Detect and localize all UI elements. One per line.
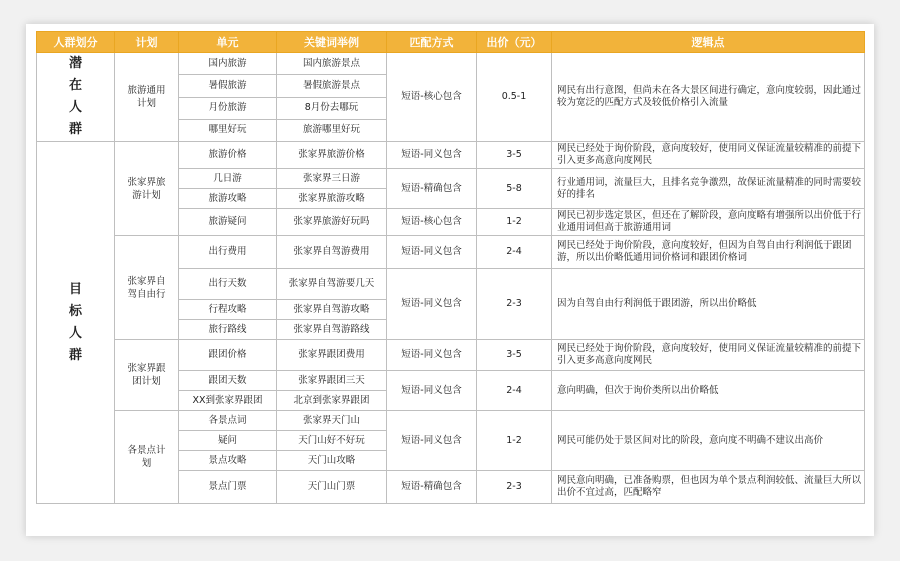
table-row bbox=[37, 340, 865, 371]
header-plan: 计划 bbox=[115, 32, 179, 53]
header-row bbox=[37, 32, 865, 53]
unit-cell: 几日游 bbox=[179, 169, 277, 189]
unit-cell: 跟团天数 bbox=[179, 371, 277, 391]
bid-cell: 1-2 bbox=[477, 411, 552, 471]
unit-cell: 旅游价格 bbox=[179, 142, 277, 169]
header-bid: 出价（元） bbox=[477, 32, 552, 53]
unit-cell: 景点门票 bbox=[179, 471, 277, 504]
bid-cell: 2-4 bbox=[477, 236, 552, 269]
match-cell: 短语-核心包含 bbox=[387, 53, 477, 142]
bid-cell: 3-5 bbox=[477, 340, 552, 371]
table-row bbox=[37, 411, 865, 431]
plan-cell: 张家界自驾自由行 bbox=[115, 236, 179, 340]
header-crowd: 人群划分 bbox=[37, 32, 115, 53]
keyword-cell: 张家界旅游好玩吗 bbox=[277, 209, 387, 236]
keyword-plan-table bbox=[36, 31, 865, 504]
bid-cell: 2-4 bbox=[477, 371, 552, 411]
unit-cell: 出行天数 bbox=[179, 269, 277, 300]
logic-cell: 网民有出行意图，但尚未在各大景区间进行确定，意向度较弱，因此通过较为宽泛的匹配方式及较低价格引入流量 bbox=[552, 53, 865, 142]
keyword-cell: 张家界旅游价格 bbox=[277, 142, 387, 169]
match-cell: 短语-同义包含 bbox=[387, 340, 477, 371]
logic-cell: 网民意向明确，已准备购票，但也因为单个景点利润较低、流量巨大所以出价不宜过高，匹配略窄 bbox=[552, 471, 865, 504]
match-cell: 短语-精确包含 bbox=[387, 169, 477, 209]
logic-cell: 行业通用词，流量巨大，且排名竞争激烈，故保证流量精准的同时需要较好的排名 bbox=[552, 169, 865, 209]
match-cell: 短语-同义包含 bbox=[387, 142, 477, 169]
unit-cell: XX到张家界跟团 bbox=[179, 391, 277, 411]
match-cell: 短语-核心包含 bbox=[387, 209, 477, 236]
unit-cell: 景点攻略 bbox=[179, 451, 277, 471]
bid-cell: 1-2 bbox=[477, 209, 552, 236]
keyword-cell: 暑假旅游景点 bbox=[277, 75, 387, 97]
keyword-cell: 张家界自驾游路线 bbox=[277, 320, 387, 340]
header-match: 匹配方式 bbox=[387, 32, 477, 53]
header-keyword: 关键词举例 bbox=[277, 32, 387, 53]
keyword-cell: 天门山门票 bbox=[277, 471, 387, 504]
logic-cell: 网民可能仍处于景区间对比的阶段，意向度不明确不建议出高价 bbox=[552, 411, 865, 471]
match-cell: 短语-同义包含 bbox=[387, 269, 477, 340]
unit-cell: 哪里好玩 bbox=[179, 119, 277, 141]
bid-cell: 3-5 bbox=[477, 142, 552, 169]
bid-cell: 5-8 bbox=[477, 169, 552, 209]
table-card bbox=[26, 24, 874, 536]
plan-cell: 各景点计划 bbox=[115, 411, 179, 504]
unit-cell: 旅游疑问 bbox=[179, 209, 277, 236]
keyword-cell: 天门山攻略 bbox=[277, 451, 387, 471]
logic-cell: 网民已经处于询价阶段，意向度较好，但因为自驾自由行利润低于跟团游，所以出价略低通用词价格词和跟团价格词 bbox=[552, 236, 865, 269]
plan-cell: 张家界旅游计划 bbox=[115, 142, 179, 236]
unit-cell: 行程攻略 bbox=[179, 300, 277, 320]
keyword-cell: 国内旅游景点 bbox=[277, 53, 387, 75]
keyword-cell: 张家界自驾游费用 bbox=[277, 236, 387, 269]
keyword-cell: 张家界自驾游攻略 bbox=[277, 300, 387, 320]
keyword-cell: 张家界三日游 bbox=[277, 169, 387, 189]
keyword-cell: 张家界自驾游要几天 bbox=[277, 269, 387, 300]
unit-cell: 跟团价格 bbox=[179, 340, 277, 371]
match-cell: 短语-同义包含 bbox=[387, 411, 477, 471]
keyword-cell: 北京到张家界跟团 bbox=[277, 391, 387, 411]
plan-cell: 张家界跟团计划 bbox=[115, 340, 179, 411]
match-cell: 短语-同义包含 bbox=[387, 236, 477, 269]
category-potential: 潜在人群 bbox=[37, 53, 115, 142]
table-row bbox=[37, 142, 865, 169]
table-row bbox=[37, 236, 865, 269]
plan-cell: 旅游通用计划 bbox=[115, 53, 179, 142]
unit-cell: 旅行路线 bbox=[179, 320, 277, 340]
keyword-cell: 天门山好不好玩 bbox=[277, 431, 387, 451]
keyword-cell: 张家界跟团三天 bbox=[277, 371, 387, 391]
bid-cell: 2-3 bbox=[477, 269, 552, 340]
header-logic: 逻辑点 bbox=[552, 32, 865, 53]
keyword-cell: 张家界天门山 bbox=[277, 411, 387, 431]
match-cell: 短语-精确包含 bbox=[387, 471, 477, 504]
logic-cell: 因为自驾自由行利润低于跟团游，所以出价略低 bbox=[552, 269, 865, 340]
logic-cell: 网民已初步选定景区，但还在了解阶段，意向度略有增强所以出价低于行业通用词但高于旅游通用词 bbox=[552, 209, 865, 236]
unit-cell: 旅游攻略 bbox=[179, 189, 277, 209]
keyword-cell: 张家界旅游攻略 bbox=[277, 189, 387, 209]
table-row bbox=[37, 53, 865, 75]
keyword-cell: 旅游哪里好玩 bbox=[277, 119, 387, 141]
logic-cell: 网民已经处于询价阶段，意向度较好，使用同义保证流量较精准的前提下引入更多高意向度网民 bbox=[552, 340, 865, 371]
header-unit: 单元 bbox=[179, 32, 277, 53]
match-cell: 短语-同义包含 bbox=[387, 371, 477, 411]
logic-cell: 意向明确，但次于询价类所以出价略低 bbox=[552, 371, 865, 411]
category-target: 目标人群 bbox=[37, 142, 115, 504]
unit-cell: 暑假旅游 bbox=[179, 75, 277, 97]
bid-cell: 0.5-1 bbox=[477, 53, 552, 142]
keyword-cell: 8月份去哪玩 bbox=[277, 97, 387, 119]
keyword-cell: 张家界跟团费用 bbox=[277, 340, 387, 371]
unit-cell: 月份旅游 bbox=[179, 97, 277, 119]
unit-cell: 国内旅游 bbox=[179, 53, 277, 75]
logic-cell: 网民已经处于询价阶段，意向度较好，使用同义保证流量较精准的前提下引入更多高意向度网民 bbox=[552, 142, 865, 169]
bid-cell: 2-3 bbox=[477, 471, 552, 504]
unit-cell: 各景点词 bbox=[179, 411, 277, 431]
unit-cell: 出行费用 bbox=[179, 236, 277, 269]
unit-cell: 疑问 bbox=[179, 431, 277, 451]
